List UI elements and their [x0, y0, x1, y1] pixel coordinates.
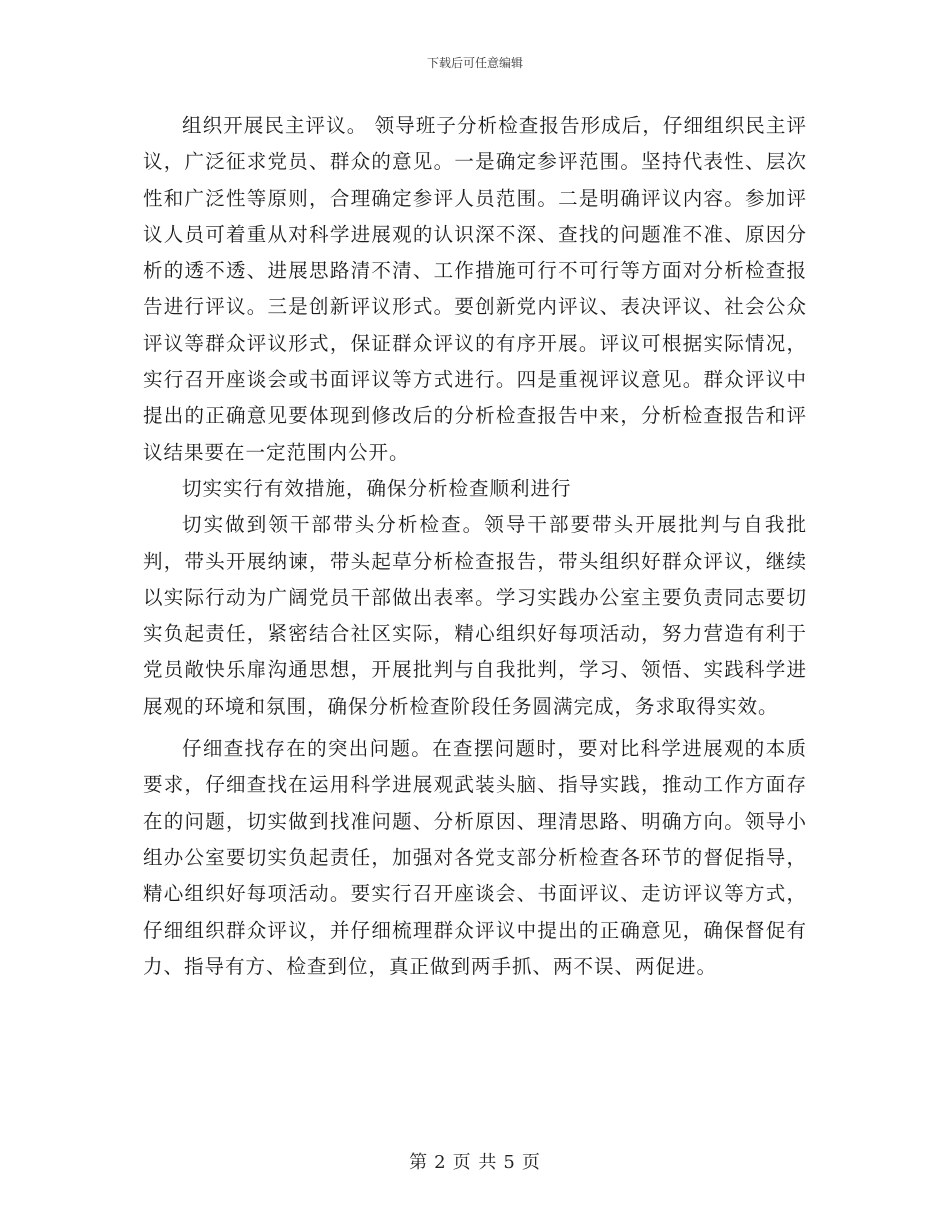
paragraph-find-problems: 仔细查找存在的突出问题。在查摆问题时，要对比科学进展观的本质要求，仔细查找在运用科学进展观武装头脑、指导实践，推动工作方面存在的问题，切实做到找准问题、分析原因、理清思路、明确方向。领导小组办公室要切实负起责任，加强对各党支部分析检查各环节的督促指导，精心组织好每项活动。要实行召开座谈会、书面评议、走访评议等方式，仔细组织群众评议，并仔细梳理群众评议中提出的正确意见，确保督促有力、指导有方、检查到位，真正做到两手抓、两不误、两促进。 — [143, 737, 807, 978]
footer-total-pages: 5 — [503, 1152, 516, 1173]
footer-middle: 页 共 — [452, 1152, 498, 1173]
section-heading-measures: 切实实行有效措施，确保分析检查顺利进行 — [182, 476, 572, 500]
paragraph-leaders-take-lead: 切实做到领干部带头分析检查。领导干部要带头开展批判与自我批判，带头开展纳谏，带头起草分析检查报告，带头组织好群众评议，继续以实际行动为广阔党员干部做出表率。学习实践办公室主要负责同志要切实负起责任，紧密结合社区实际，精心组织好每项活动，努力营造有利于党员敞快乐扉沟通思想，开展批判与自我批判，学习、领悟、实践科学进展观的环境和氛围，确保分析检查阶段任务圆满完成，务求取得实效。 — [143, 513, 807, 718]
page-header — [0, 54, 950, 71]
footer-page-number: 2 — [434, 1152, 447, 1173]
document-body — [143, 108, 807, 985]
footer-suffix: 页 — [521, 1152, 541, 1173]
paragraph-democratic-review: 组织开展民主评议。 领导班子分析检查报告形成后，仔细组织民主评议，广泛征求党员、群众的意见。一是确定参评范围。坚持代表性、层次性和广泛性等原则，合理确定参评人员范围。二是明确评议内容。参加评议人员可着重从对科学进展观的认识深不深、查找的问题准不准、原因分析的透不透、进展思路清不清、工作措施可行不可行等方面对分析检查报告进行评议。三是创新评议形式。要创新党内评议、表决评议、社会公众评议等群众评议形式，保证群众评议的有序开展。评议可根据实际情况，实行召开座谈会或书面评议等方式进行。四是重视评议意见。群众评议中提出的正确意见要体现到修改后的分析检查报告中来，分析检查报告和评议结果要在一定范围内公开。 — [143, 114, 807, 464]
footer-prefix: 第 — [409, 1152, 429, 1173]
page-footer — [0, 1148, 950, 1174]
header-text: 下载后可任意编辑 — [426, 56, 523, 70]
